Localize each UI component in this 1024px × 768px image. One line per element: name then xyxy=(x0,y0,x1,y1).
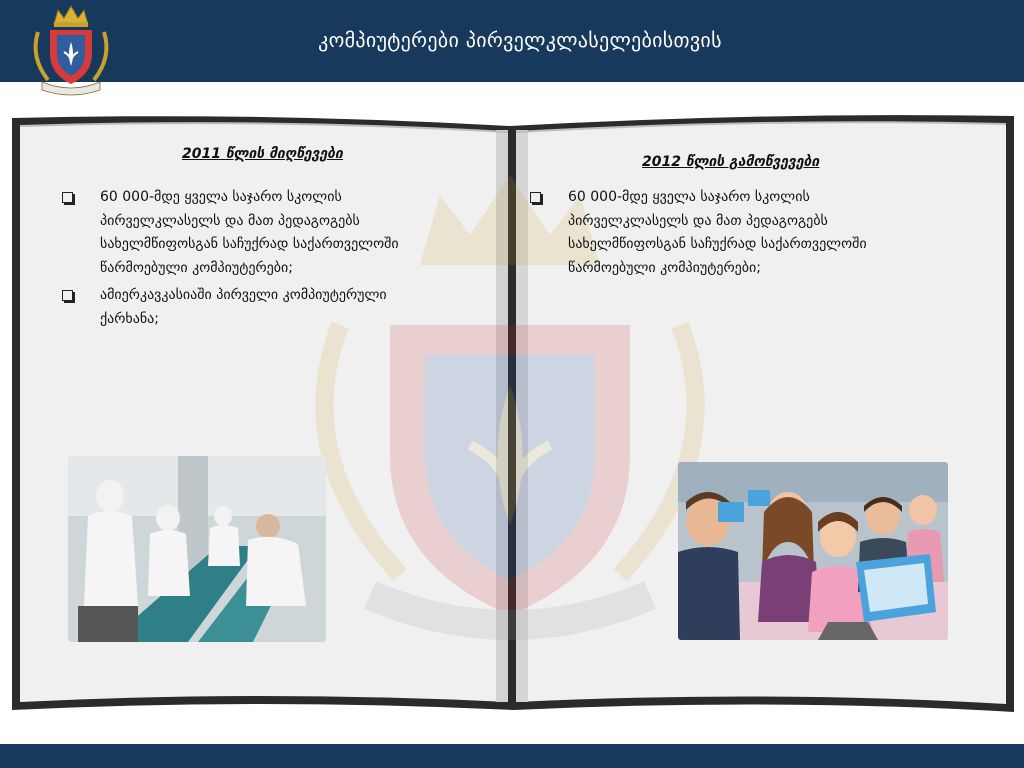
list-item xyxy=(530,186,920,280)
list-item xyxy=(62,186,442,280)
footer-bar xyxy=(0,744,1024,768)
header-bar xyxy=(0,0,1024,82)
children-laptops-photo xyxy=(678,462,948,640)
list-item-text: ამიერკავკასიაში პირველი კომპიუტერული ქარხანა; xyxy=(100,287,387,327)
left-page-heading: 2011 წლის მიღწევები xyxy=(182,146,343,162)
right-page-heading: 2012 წლის გამოწვევები xyxy=(642,154,820,170)
factory-photo xyxy=(68,456,326,642)
page-title: კომპიუტერები პირველკლასელებისთვის xyxy=(318,28,722,52)
list-item xyxy=(62,284,442,331)
square-bullet-icon xyxy=(62,290,73,301)
list-item-text: 60 000-მდე ყველა საჯარო სკოლის პირველკლასელს და მათ პედაგოგებს სახელმწიფოსგან საჩუქრად საქართველოში წარმოებული კომპიუტერები; xyxy=(100,189,399,276)
right-bullet-list xyxy=(530,186,920,284)
left-bullet-list xyxy=(62,186,442,335)
ministry-logo xyxy=(24,2,118,98)
square-bullet-icon xyxy=(530,192,541,203)
square-bullet-icon xyxy=(62,192,73,203)
list-item-text: 60 000-მდე ყველა საჯარო სკოლის პირველკლასელს და მათ პედაგოგებს სახელმწიფოსგან საჩუქრად საქართველოში წარმოებული კომპიუტერები; xyxy=(568,189,867,276)
